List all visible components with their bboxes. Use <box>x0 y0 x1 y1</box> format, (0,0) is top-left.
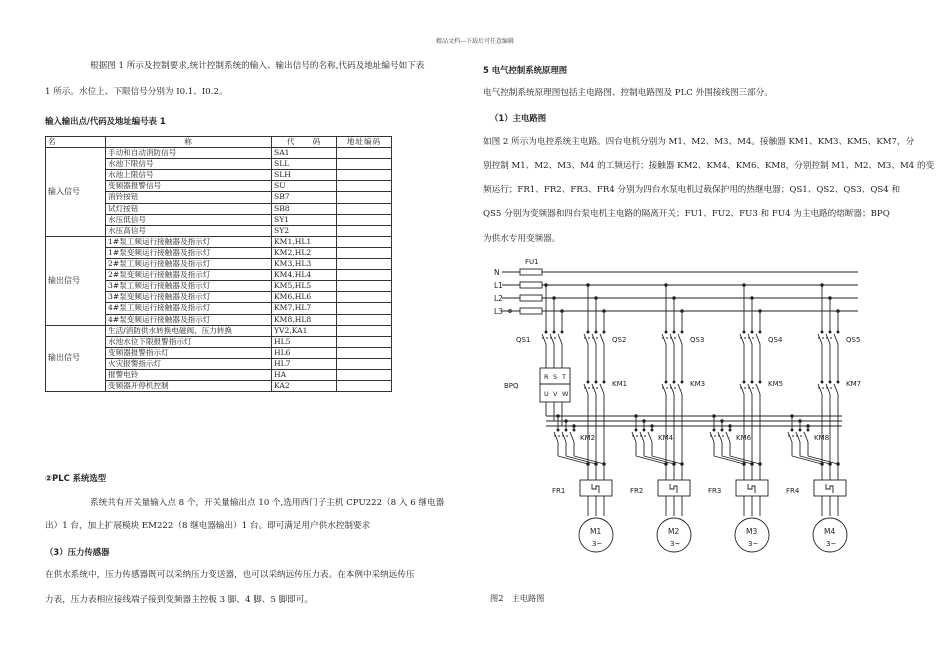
motor-phase-label: 3~ <box>748 540 759 548</box>
line-contactor-label: KM7 <box>846 380 862 388</box>
cell-code: SA1 <box>272 148 337 159</box>
signal-group-label: 输出信号 <box>46 325 106 392</box>
contact-point <box>821 331 823 333</box>
cell-name: 变频器报警指示灯 <box>106 347 272 358</box>
section-intro: 电气控制系统原理图包括主电路图、控制电路图及 PLC 外围接线图三部分。 <box>483 88 773 98</box>
desc-line-5: 为供水专用变频器。 <box>483 234 561 244</box>
terminal-label: S <box>553 373 558 381</box>
cell-name: 试灯按钮 <box>106 203 272 214</box>
switch-blade <box>592 384 596 394</box>
cell-name: 4#泵工频运行接触器及指示灯 <box>106 303 272 314</box>
switch-blade <box>740 384 744 394</box>
contact-point <box>665 381 667 383</box>
cell-addr <box>337 369 392 380</box>
contact-point <box>729 429 731 431</box>
switch-blade <box>670 334 674 344</box>
contact-point <box>759 381 761 383</box>
table-row <box>46 148 392 159</box>
fuse-element <box>520 308 542 314</box>
contact-point <box>829 331 831 333</box>
sensor-text-1: 在供水系统中，压力传感器既可以采纳压力变送器，也可以采纳远传压力表。在本例中采纳远传压 <box>45 570 415 580</box>
cell-name: 报警电铃 <box>106 369 272 380</box>
cell-name: 1#泵变频运行接触器及指示灯 <box>106 247 272 258</box>
cell-addr <box>337 292 392 303</box>
terminal-label: V <box>553 390 558 398</box>
switch-blade <box>584 384 588 394</box>
contact-point <box>837 381 839 383</box>
vfd-contactor-label: KM4 <box>658 434 674 442</box>
fuse-element <box>520 295 542 301</box>
thermal-relay-label: FR4 <box>786 487 800 495</box>
subsection-heading: （1）主电路图 <box>490 113 547 123</box>
cell-addr <box>337 381 392 392</box>
bus-label: L2 <box>494 294 503 303</box>
cell-name: 水池上限信号 <box>106 170 272 181</box>
switch-blade <box>748 334 752 344</box>
contact-point <box>587 331 589 333</box>
terminal-label: U <box>544 390 549 398</box>
header-address: 地址编码 <box>337 137 392 148</box>
wire <box>722 456 752 464</box>
desc-line-3: 频运行；FR1、FR2、FR3、FR4 分别为四台水泵电机过载保护用的热继电器；QS1、QS2、QS3、QS4 和 <box>483 185 901 195</box>
contact-point <box>751 331 753 333</box>
wire <box>558 456 588 464</box>
cell-code: YV2,KA1 <box>272 325 337 336</box>
cell-code: SY2 <box>272 225 337 236</box>
cell-name: 3#泵变频运行接触器及指示灯 <box>106 292 272 303</box>
switch-blade <box>748 384 752 394</box>
cell-code: SY1 <box>272 214 337 225</box>
contact-point <box>665 331 667 333</box>
table-row <box>46 325 392 336</box>
line-contactor-label: KM3 <box>690 380 706 388</box>
cell-name: 3#泵工频运行接触器及指示灯 <box>106 281 272 292</box>
contact-point <box>799 429 801 431</box>
switch-blade <box>756 334 760 344</box>
cell-name: 火灾报警指示灯 <box>106 358 272 369</box>
cell-addr <box>337 214 392 225</box>
switch-blade <box>662 334 666 344</box>
contact-point <box>553 331 555 333</box>
fuse-element <box>520 269 542 275</box>
contact-point <box>743 331 745 333</box>
wire <box>644 456 674 464</box>
wire <box>566 456 596 464</box>
motor-phase-label: 3~ <box>826 540 837 548</box>
junction-dot <box>821 463 824 466</box>
cell-code: KM4,HL4 <box>272 270 337 281</box>
switch-blade <box>554 432 558 442</box>
junction-dot <box>759 463 762 466</box>
contact-point <box>651 429 653 431</box>
junction-dot <box>673 463 676 466</box>
fuse-label: FU1 <box>525 258 539 266</box>
cell-addr <box>337 325 392 336</box>
contact-point <box>721 429 723 431</box>
switch-blade <box>710 432 714 442</box>
figure-caption: 图2 主电路图 <box>490 593 545 603</box>
switch-blade <box>678 334 682 344</box>
cell-name: 4#泵变频运行接触器及指示灯 <box>106 314 272 325</box>
line-contactor-label: KM1 <box>612 380 628 388</box>
switch-blade <box>662 384 666 394</box>
sensor-heading: （3）压力传感器 <box>45 547 110 557</box>
cell-addr <box>337 347 392 358</box>
contact-point <box>681 331 683 333</box>
cell-code: KM1,HL1 <box>272 236 337 247</box>
cell-code: HL5 <box>272 336 337 347</box>
cell-name: 消铃按钮 <box>106 192 272 203</box>
cell-addr <box>337 314 392 325</box>
switch-blade <box>826 384 830 394</box>
contact-point <box>545 331 547 333</box>
thermal-relay-label: FR3 <box>708 487 722 495</box>
switch-blade <box>558 334 562 344</box>
inverter-label: BPQ <box>504 382 519 390</box>
switch-blade <box>670 384 674 394</box>
cell-addr <box>337 281 392 292</box>
header-code: 代 码 <box>272 137 337 148</box>
io-address-table <box>45 136 392 392</box>
isolator-label: QS4 <box>768 336 783 344</box>
cell-name: 2#泵工频运行接触器及指示灯 <box>106 259 272 270</box>
table-title: 输入输出点/代码及地址编号表 1 <box>45 116 166 126</box>
cell-name: 水池下限信号 <box>106 159 272 170</box>
junction-dot <box>837 463 840 466</box>
plc-text-2: 出）1 台，加上扩展模块 EM222（8 继电器输出）1 台。即可满足用户供水控制要求 <box>45 521 371 531</box>
wire <box>636 456 666 464</box>
cell-name: 手动和自动消防信号 <box>106 148 272 159</box>
fuse-element <box>520 282 542 288</box>
cell-code: SLL <box>272 159 337 170</box>
motor-label: M2 <box>668 527 680 536</box>
junction-dot <box>595 463 598 466</box>
table-header-row <box>46 137 392 148</box>
switch-blade <box>678 384 682 394</box>
switch-blade <box>592 334 596 344</box>
cell-code: KM5,HL5 <box>272 281 337 292</box>
cell-name: 变频器报警信号 <box>106 181 272 192</box>
plc-text-1: 系统共有开关量输入点 8 个，开关量输出点 10 个,选用西门子主机 CPU222（8 入 6 继电器 <box>90 498 445 508</box>
contact-point <box>837 331 839 333</box>
contact-point <box>713 429 715 431</box>
contact-point <box>595 331 597 333</box>
cell-name: 生活/消防供水转换电磁阀、压力转换 <box>106 325 272 336</box>
cell-addr <box>337 203 392 214</box>
junction-dot <box>743 463 746 466</box>
cell-code: HL7 <box>272 358 337 369</box>
switch-blade <box>600 384 604 394</box>
terminal-label: T <box>562 373 566 381</box>
contact-point <box>635 429 637 431</box>
cell-code: HA <box>272 369 337 380</box>
switch-blade <box>600 334 604 344</box>
contact-point <box>821 381 823 383</box>
junction-dot <box>751 463 754 466</box>
cell-addr <box>337 270 392 281</box>
switch-blade <box>818 334 822 344</box>
isolator-label: QS1 <box>516 336 531 344</box>
switch-blade <box>632 432 636 442</box>
cell-code: KM6,HL6 <box>272 292 337 303</box>
motor-label: M4 <box>824 527 836 536</box>
bus-label: N <box>494 268 500 277</box>
cell-addr <box>337 148 392 159</box>
motor-label: M1 <box>590 527 602 536</box>
header-name-2: 称 <box>106 137 272 148</box>
cell-addr <box>337 159 392 170</box>
cell-addr <box>337 303 392 314</box>
cell-addr <box>337 259 392 270</box>
cell-name: 水压低信号 <box>106 214 272 225</box>
page-header: 精品文档---下载后可任意编辑 <box>435 38 515 45</box>
plc-heading: ②PLC 系统选型 <box>45 473 107 483</box>
contact-point <box>565 429 567 431</box>
vfd-contactor-label: KM8 <box>814 434 830 442</box>
contact-point <box>603 331 605 333</box>
desc-line-1: 如图 2 所示为电控系统主电路。四台电机分别为 M1、M2、M3、M4。接触器 KM1、KM3、KM5、KM7，分 <box>483 137 915 147</box>
desc-line-2: 别控制 M1、M2、M3、M4 的工频运行；接触器 KM2、KM4、KM6、KM8，分别控制 M1、M2、M3、M4 的变 <box>483 161 935 171</box>
vfd-contactor-label: KM6 <box>736 434 752 442</box>
contact-point <box>759 331 761 333</box>
motor-label: M3 <box>746 527 758 536</box>
switch-blade <box>718 432 722 442</box>
contact-point <box>751 381 753 383</box>
motor-phase-label: 3~ <box>592 540 603 548</box>
desc-line-4: QS5 分别为变频器和四台泵电机主电路的隔离开关；FU1、FU2、FU3 和 FU4 为主电路的熔断器；BPQ <box>483 209 890 219</box>
cell-code: SB8 <box>272 203 337 214</box>
switch-blade <box>788 432 792 442</box>
cell-name: 变频器开停机控制 <box>106 381 272 392</box>
cell-name: 1#泵工频运行接触器及指示灯 <box>106 236 272 247</box>
thermal-relay-label: FR1 <box>552 487 566 495</box>
switch-blade <box>756 384 760 394</box>
switch-blade <box>804 432 808 442</box>
wire <box>800 456 830 464</box>
cell-addr <box>337 358 392 369</box>
cell-code: HL6 <box>272 347 337 358</box>
signal-group-label: 输入信号 <box>46 148 106 237</box>
contact-point <box>603 381 605 383</box>
switch-blade <box>584 334 588 344</box>
terminal-label: W <box>562 390 569 398</box>
vfd-contactor-label: KM2 <box>580 434 596 442</box>
bus-label: L3 <box>494 307 503 316</box>
switch-blade <box>648 432 652 442</box>
switch-blade <box>542 334 546 344</box>
bus-label: L1 <box>494 281 503 290</box>
wire <box>792 456 822 464</box>
contact-point <box>673 381 675 383</box>
switch-blade <box>562 432 566 442</box>
cell-code: SU <box>272 181 337 192</box>
intro-line-2: 1 所示。水位上、下限信号分别为 I0.1、I0.2。 <box>45 87 228 97</box>
cell-code: KM8,HL8 <box>272 314 337 325</box>
isolator-label: QS3 <box>690 336 705 344</box>
contact-point <box>807 429 809 431</box>
isolator-label: QS5 <box>846 336 861 344</box>
contact-point <box>595 381 597 383</box>
switch-blade <box>834 334 838 344</box>
contact-point <box>643 429 645 431</box>
table-row <box>46 236 392 247</box>
cell-addr <box>337 336 392 347</box>
cell-name: 2#泵变频运行接触器及指示灯 <box>106 270 272 281</box>
main-circuit-diagram <box>480 250 880 590</box>
switch-blade <box>826 334 830 344</box>
cell-code: KM2,HL2 <box>272 247 337 258</box>
motor-phase-label: 3~ <box>670 540 681 548</box>
cell-code: KA2 <box>272 381 337 392</box>
junction-dot <box>603 463 606 466</box>
contact-point <box>681 381 683 383</box>
switch-blade <box>834 384 838 394</box>
contact-point <box>673 331 675 333</box>
intro-line-1: 根据图 1 所示及控制要求,统计控制系统的输入、输出信号的名称,代码及地址编号如下表 <box>90 61 425 71</box>
switch-blade <box>640 432 644 442</box>
junction-dot <box>681 463 684 466</box>
cell-addr <box>337 236 392 247</box>
junction-dot <box>829 463 832 466</box>
contact-point <box>587 381 589 383</box>
header-name-1: 名 <box>46 137 106 148</box>
sensor-text-2: 力表，压力表相应接线端子接到变频器主控板 3 脚、4 脚、5 脚即可。 <box>45 595 313 605</box>
contact-point <box>573 429 575 431</box>
cell-code: KM7,HL7 <box>272 303 337 314</box>
switch-blade <box>796 432 800 442</box>
cell-code: SLH <box>272 170 337 181</box>
switch-blade <box>818 384 822 394</box>
signal-group-label: 输出信号 <box>46 236 106 325</box>
thermal-relay-label: FR2 <box>630 487 644 495</box>
cell-addr <box>337 170 392 181</box>
cell-addr <box>337 225 392 236</box>
cell-code: KM3,HL3 <box>272 259 337 270</box>
junction-dot <box>587 463 590 466</box>
cell-addr <box>337 192 392 203</box>
terminal-label: R <box>544 373 549 381</box>
contact-point <box>791 429 793 431</box>
junction-dot <box>665 463 668 466</box>
switch-blade <box>570 432 574 442</box>
switch-blade <box>550 334 554 344</box>
line-contactor-label: KM5 <box>768 380 784 388</box>
cell-name: 水池水位下限报警指示灯 <box>106 336 272 347</box>
cell-code: SB7 <box>272 192 337 203</box>
contact-point <box>561 331 563 333</box>
wire <box>714 456 744 464</box>
cell-name: 水压高信号 <box>106 225 272 236</box>
switch-blade <box>740 334 744 344</box>
section-heading: 5 电气控制系统原理图 <box>483 65 568 75</box>
contact-point <box>743 381 745 383</box>
contact-point <box>557 429 559 431</box>
cell-addr <box>337 181 392 192</box>
isolator-label: QS2 <box>612 336 627 344</box>
cell-addr <box>337 247 392 258</box>
contact-point <box>829 381 831 383</box>
switch-blade <box>726 432 730 442</box>
